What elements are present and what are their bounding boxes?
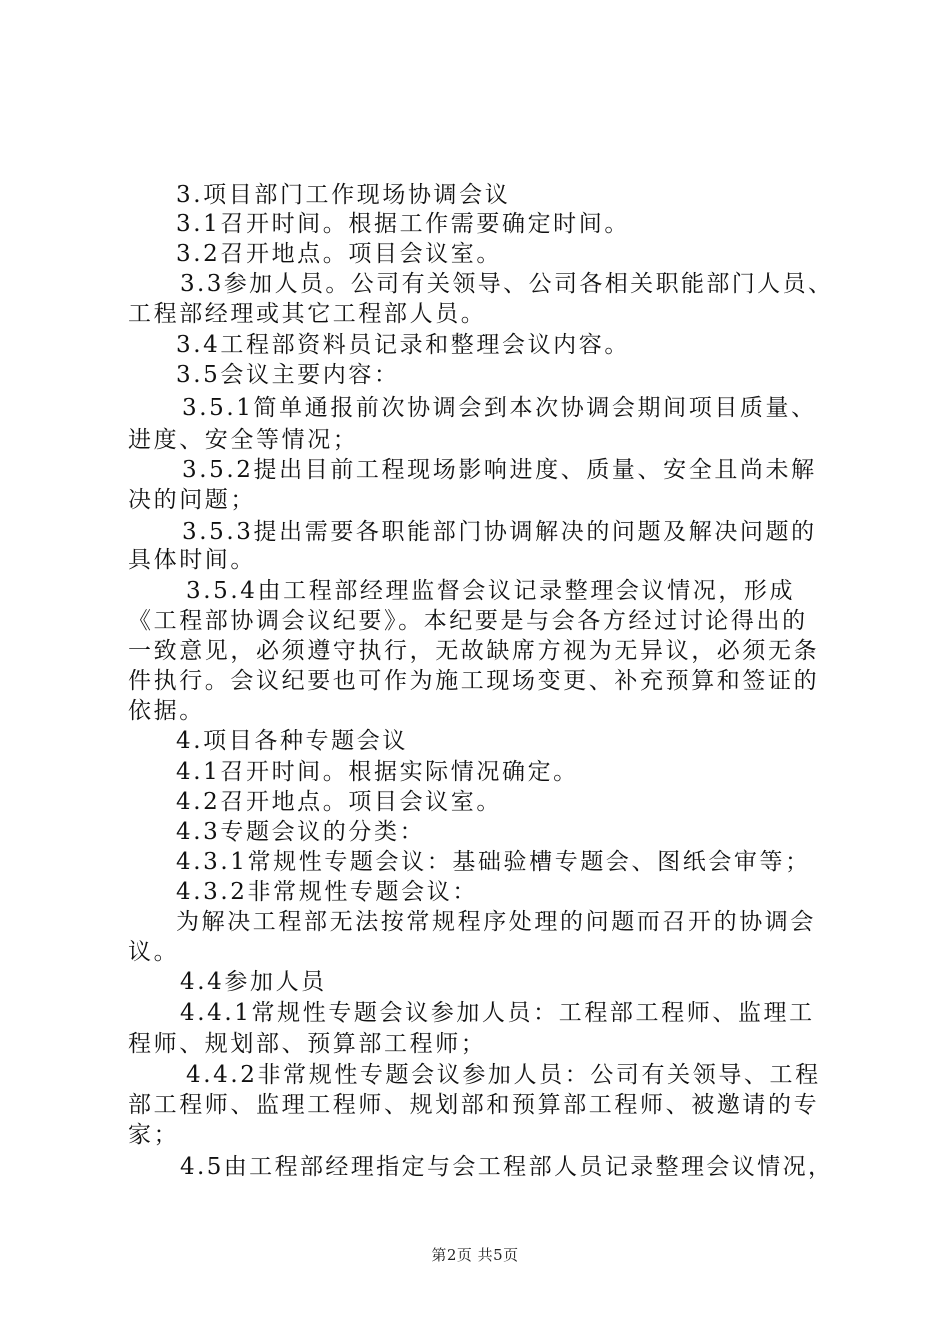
- text-line: 4.3.1常规性专题会议：基础验槽专题会、图纸会审等；: [176, 849, 811, 875]
- page-number-footer: 第2页 共5页: [431, 1246, 519, 1264]
- text-line: 3.5.4由工程部经理监督会议记录整理会议情况，形成: [186, 578, 796, 604]
- text-line: 3.2召开地点。项目会议室。: [176, 241, 502, 267]
- text-line: 4.4参加人员: [180, 969, 327, 995]
- text-line: 依据。: [128, 698, 205, 724]
- text-line: 《工程部协调会议纪要》。本纪要是与会各方经过讨论得出的: [128, 608, 808, 634]
- text-line: 4.3.2非常规性专题会议：: [176, 879, 478, 905]
- text-line: 3.5.3提出需要各职能部门协调解决的问题及解决问题的: [182, 519, 817, 545]
- text-line: 决的问题；: [128, 487, 256, 513]
- text-line: 4.1召开时间。根据实际情况确定。: [176, 759, 579, 785]
- text-line: 4.项目各种专题会议: [176, 728, 408, 754]
- text-line: 3.3参加人员。公司有关领导、公司各相关职能部门人员、: [180, 271, 834, 297]
- text-line: 4.4.1常规性专题会议参加人员：工程部工程师、监理工: [180, 1000, 815, 1026]
- text-line: 一致意见，必须遵守执行，无故缺席方视为无异议，必须无条: [128, 638, 820, 664]
- text-line: 3.5会议主要内容：: [176, 362, 400, 388]
- text-line: 4.2召开地点。项目会议室。: [176, 789, 502, 815]
- text-line: 件执行。会议纪要也可作为施工现场变更、补充预算和签证的: [128, 668, 820, 694]
- text-line: 议。: [128, 939, 180, 965]
- text-line: 4.5由工程部经理指定与会工程部人员记录整理会议情况，: [180, 1154, 834, 1180]
- text-line: 3.1召开时间。根据工作需要确定时间。: [176, 211, 630, 237]
- text-line: 部工程师、监理工程师、规划部和预算部工程师、被邀请的专: [128, 1092, 820, 1118]
- text-line: 工程部经理或其它工程部人员。: [128, 301, 487, 327]
- text-line: 3.5.2提出目前工程现场影响进度、质量、安全且尚未解: [182, 457, 817, 483]
- text-line: 4.3专题会议的分类：: [176, 819, 426, 845]
- text-line: 3.5.1简单通报前次协调会到本次协调会期间项目质量、: [182, 395, 817, 421]
- text-line: 程师、规划部、预算部工程师；: [128, 1031, 487, 1057]
- text-line: 3.项目部门工作现场协调会议: [176, 182, 511, 208]
- text-line: 为解决工程部无法按常规程序处理的问题而召开的协调会: [176, 909, 816, 935]
- text-line: 4.4.2非常规性专题会议参加人员：公司有关领导、工程: [186, 1062, 821, 1088]
- text-line: 家；: [128, 1122, 180, 1148]
- text-line: 3.4工程部资料员记录和整理会议内容。: [176, 332, 630, 358]
- text-line: 进度、安全等情况；: [128, 427, 359, 453]
- text-line: 具体时间。: [128, 547, 256, 573]
